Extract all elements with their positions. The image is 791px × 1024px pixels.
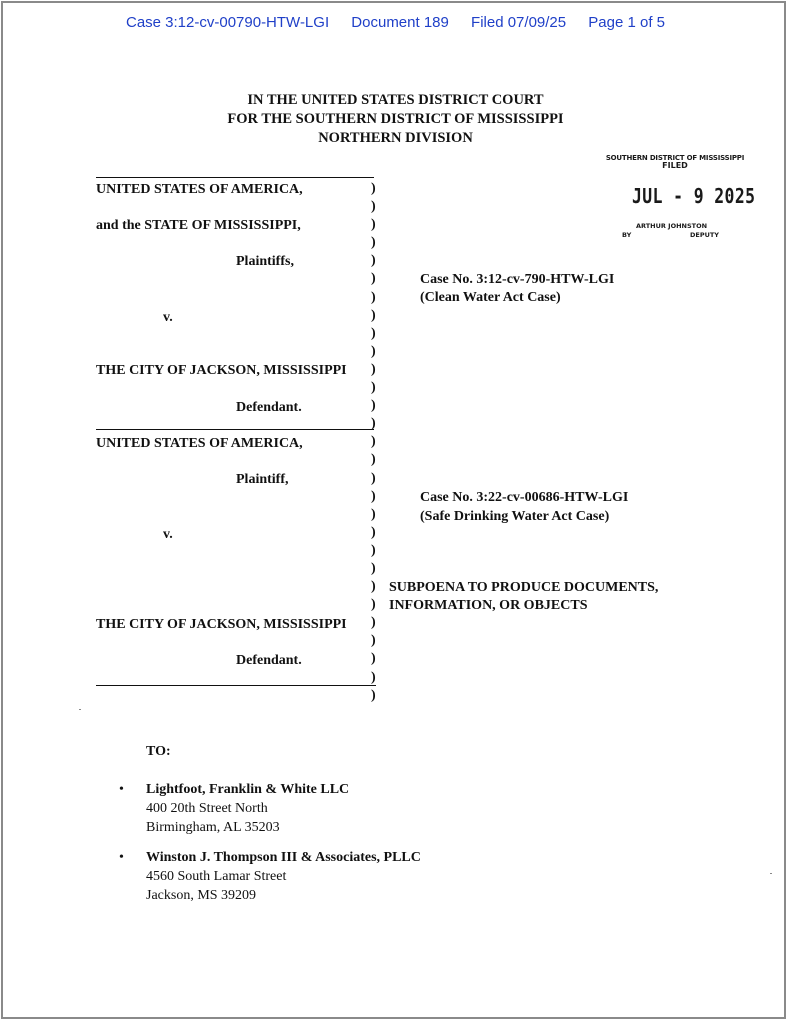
caption2-defendant-label: Defendant. xyxy=(236,653,302,668)
ecf-document-number: Document 189 xyxy=(351,14,449,31)
stamp-by-label: BY xyxy=(622,231,632,239)
caption-paren: ) xyxy=(371,380,376,396)
caption1-top-rule xyxy=(96,177,374,178)
caption-paren: ) xyxy=(371,579,376,595)
caption-paren: ) xyxy=(371,597,376,613)
caption-paren: ) xyxy=(371,398,376,414)
stamp-district: SOUTHERN DISTRICT OF MISSISSIPPI xyxy=(605,154,745,162)
caption-paren: ) xyxy=(371,687,376,703)
caption1-versus: v. xyxy=(163,310,173,325)
caption-paren: ) xyxy=(371,289,376,305)
ecf-filed-date: Filed 07/09/25 xyxy=(471,14,567,31)
recipient-name: Winston J. Thompson III & Associates, PLLC xyxy=(146,850,421,865)
caption2-defendant: THE CITY OF JACKSON, MISSISSIPPI xyxy=(96,617,347,632)
caption-divider-rule xyxy=(96,429,374,430)
caption1-plaintiff2: and the STATE OF MISSISSIPPI, xyxy=(96,218,301,233)
caption-paren: ) xyxy=(371,506,376,522)
subpoena-title-line2: INFORMATION, OR OBJECTS xyxy=(389,598,588,613)
court-heading-line1: IN THE UNITED STATES DISTRICT COURT xyxy=(247,92,544,108)
caption-paren: ) xyxy=(371,325,376,341)
stamp-date: JUL - 9 2025 xyxy=(632,184,756,208)
caption1-case-type: (Clean Water Act Case) xyxy=(420,290,561,305)
caption-paren: ) xyxy=(371,470,376,486)
caption2-plaintiff: UNITED STATES OF AMERICA, xyxy=(96,436,303,451)
caption2-bottom-rule xyxy=(96,685,376,686)
caption-parentheses-column xyxy=(371,180,383,705)
recipient-name: Lightfoot, Franklin & White LLC xyxy=(146,782,350,797)
caption-paren: ) xyxy=(371,560,376,576)
recipient-address-line1: 4560 South Lamar Street xyxy=(146,869,287,884)
caption2-case-number: Case No. 3:22-cv-00686-HTW-LGI xyxy=(420,490,629,505)
court-heading xyxy=(0,91,791,148)
caption-paren: ) xyxy=(371,651,376,667)
caption-paren: ) xyxy=(371,217,376,233)
caption2-case-type: (Safe Drinking Water Act Case) xyxy=(420,509,610,524)
bullet-icon: • xyxy=(119,782,124,797)
caption2-plaintiff-label: Plaintiff, xyxy=(236,472,289,487)
to-label: TO: xyxy=(146,744,171,759)
court-heading-line2: FOR THE SOUTHERN DISTRICT OF MISSISSIPPI xyxy=(227,111,564,127)
caption-paren: ) xyxy=(371,434,376,450)
ecf-case-number: Case 3:12-cv-00790-HTW-LGI xyxy=(125,14,330,31)
caption-paren: ) xyxy=(371,669,376,685)
recipient-address-line2: Jackson, MS 39209 xyxy=(146,888,257,903)
ecf-page-count: Page 1 of 5 xyxy=(588,14,666,31)
recipient-item xyxy=(119,780,350,837)
subpoena-title-line1: SUBPOENA TO PRODUCE DOCUMENTS, xyxy=(389,580,659,595)
caption-paren: ) xyxy=(371,235,376,251)
recipient-item xyxy=(119,848,421,905)
caption1-defendant-label: Defendant. xyxy=(236,400,302,415)
caption-paren: ) xyxy=(371,542,376,558)
caption-paren: ) xyxy=(371,452,376,468)
caption-paren: ) xyxy=(371,343,376,359)
scan-speck xyxy=(770,873,772,874)
ecf-header xyxy=(0,14,791,31)
bullet-icon: • xyxy=(119,850,124,865)
caption2-versus: v. xyxy=(163,527,173,542)
caption-paren: ) xyxy=(371,633,376,649)
caption1-defendant: THE CITY OF JACKSON, MISSISSIPPI xyxy=(96,363,347,378)
recipient-address-line2: Birmingham, AL 35203 xyxy=(146,820,280,835)
caption-paren: ) xyxy=(371,615,376,631)
caption-paren: ) xyxy=(371,488,376,504)
caption-paren: ) xyxy=(371,181,376,196)
caption-paren: ) xyxy=(371,361,376,377)
caption-paren: ) xyxy=(371,271,376,287)
court-heading-line3: NORTHERN DIVISION xyxy=(318,130,473,146)
stamp-clerk-name: ARTHUR JOHNSTON xyxy=(636,222,708,230)
caption-paren: ) xyxy=(371,253,376,269)
caption1-case-number: Case No. 3:12-cv-790-HTW-LGI xyxy=(420,272,615,287)
scan-speck xyxy=(79,709,81,710)
recipient-address-line1: 400 20th Street North xyxy=(146,801,268,816)
caption1-plaintiff1: UNITED STATES OF AMERICA, xyxy=(96,182,303,197)
caption-paren: ) xyxy=(371,199,376,215)
stamp-deputy-label: DEPUTY xyxy=(690,231,720,239)
caption-paren: ) xyxy=(371,416,376,432)
caption-paren: ) xyxy=(371,524,376,540)
caption1-plaintiffs-label: Plaintiffs, xyxy=(236,254,294,269)
caption-paren: ) xyxy=(371,307,376,323)
stamp-filed-label: FILED xyxy=(662,161,688,170)
filed-stamp xyxy=(600,154,756,239)
